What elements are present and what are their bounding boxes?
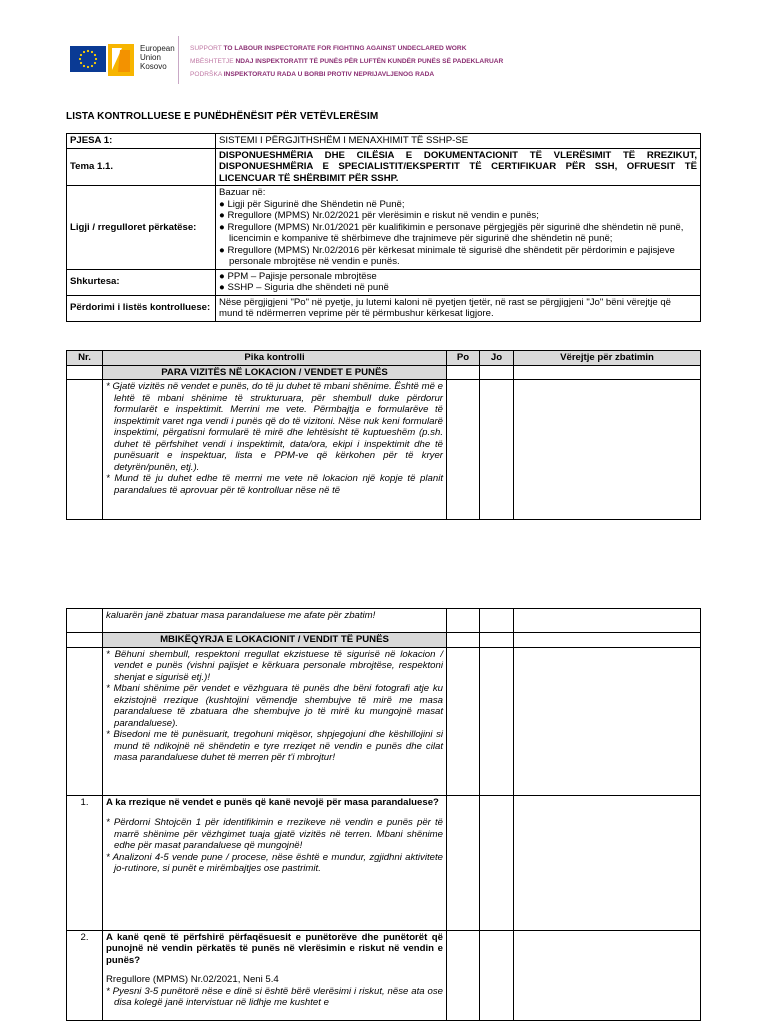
po-cell[interactable]	[447, 647, 480, 795]
col-po-header: Po	[447, 351, 480, 366]
laws-item: ● Rregullore (MPMS) Nr.02/2021 për vlerësimin e riskut në vendin e punës;	[219, 210, 539, 221]
abbrev-label: Shkurtesa:	[67, 269, 216, 295]
question-row	[67, 795, 701, 930]
section-row	[67, 633, 701, 648]
question-number: 2.	[67, 930, 103, 1020]
po-cell[interactable]	[447, 795, 480, 930]
jo-cell[interactable]	[480, 930, 514, 1020]
project-header	[68, 36, 508, 84]
notes-cell[interactable]	[514, 380, 701, 520]
laws-item: ● Ligji për Sigurinë dhe Shëndetin në Punë;	[219, 198, 405, 210]
info-row-abbrev	[67, 269, 701, 295]
col-item-header: Pika kontrolli	[103, 351, 447, 366]
topic-label: Tema 1.1.	[67, 148, 216, 186]
kosovo-emblem-icon	[108, 44, 134, 76]
notes-cell[interactable]	[514, 930, 701, 1020]
usage-label: Përdorimi i listës kontrolluese:	[67, 295, 216, 321]
guidance-note: * Gjatë vizitës në vendet e punës, do të ju duhet të mbani shënime. Është më e lehtë të mbani shënime të strukturuara, për shembull duke përdorur formularët e inspektimit. Merrini me vete. Përmbajtja e formularëve të inspektimit varet nga vendi i punës që do të vizitoni. Nëse nuk keni formularë inspektimi, përgatisni formularë të mirë dhe lehtësisht të kuptueshëm (p.sh. duhet të përfshihet vendi i inspektimit, data/ora, ekipi i inspektimit dhe të punësuarit e inspektuar, lista e PPM-ve që kërkohen për të kryer detyrën/punën, etj.).	[106, 381, 443, 473]
header-divider	[178, 36, 179, 84]
topic-value: DISPONUESHMËRIA DHE CILËSIA E DOKUMENTACIONIT TË VLERËSIMIT TË RREZIKUT, DISPONUESHMËRIA E SPECIALISTIT/EKSPERTIT TË CERTIFIKUAR PËR SSH, OFRUESIT TË LICENCUAR TË SHËRBIMIT PËR SSHP.	[216, 148, 701, 186]
col-nr-header: Nr.	[67, 351, 103, 366]
part-label: PJESA 1:	[67, 134, 216, 149]
jo-cell[interactable]	[480, 647, 514, 795]
question-text: A kanë qenë të përfshirë përfaqësuesit e punëtorëve dhe punëtorët që punojnë në vendin përkatës të punës në vlerësimin e riskut në vendin e punës?	[106, 931, 443, 966]
question-cell	[103, 930, 447, 1020]
checklist-row	[67, 609, 701, 633]
checklist-row	[67, 647, 701, 795]
question-row	[67, 930, 701, 1020]
abbrev-value	[216, 269, 701, 295]
checklist-table-continued	[66, 608, 701, 1021]
section-row	[67, 365, 701, 380]
info-row-usage	[67, 295, 701, 321]
laws-intro: Bazuar në:	[219, 187, 266, 198]
laws-value	[216, 186, 701, 270]
jo-cell[interactable]	[480, 795, 514, 930]
guidance-notes	[103, 647, 447, 795]
document-title: LISTA KONTROLLUESE E PUNËDHËNËSIT PËR VETËVLERËSIM	[66, 111, 379, 122]
checklist-table	[66, 350, 701, 520]
eu-flag-icon	[70, 46, 106, 72]
guidance-note: * Mbani shënime për vendet e vëzhguara të punës dhe bëni fotografi atje ku ekzistojnë rrezique (kushtojini vëmendje shembujve të mirë me masa parandaluese të zbatuara dhe shembujve jo të mirë ku mungojnë masat parandaluese).	[106, 683, 443, 729]
section-title: MBIKËQYRJA E LOKACIONIT / VENDIT TË PUNËS	[103, 633, 447, 648]
guidance-note: * Mund të ju duhet edhe të merrni me vete në lokacion një kopje të planit parandalues të aprovuar për të kontrolluar nëse në të	[106, 473, 443, 496]
laws-item: ● Rregullore (MPMS) Nr.01/2021 për kualifikimin e personave përgjegjës për sigurinë dhe shëndetin në punë, licencimin e kompanive të shërbimeve dhe trajnimeve për sigurinë dhe shëndetin në punë;	[219, 221, 684, 244]
section-title: PARA VIZITËS NË LOKACION / VENDET E PUNËS	[103, 365, 447, 380]
notes-cell[interactable]	[514, 795, 701, 930]
part-value: SISTEMI I PËRGJITHSHËM I MENAXHIMIT TË SSHP-SE	[216, 134, 701, 149]
guidance-note: * Analizoni 4-5 vende pune / procese, nëse është e mundur, zgjidhni aktivitete jo-rutinore, si punët e mirëmbajtjes ose pastrimit.	[106, 851, 443, 874]
guidance-note: * Përdorni Shtojcën 1 për identifikimin e rrezikeve në vendin e punës për të marrë shënime për vëzhgimet tuaja gjatë vizitës në terren. Mbani shënime edhe për masat parandaluese që mungojnë!	[106, 817, 443, 851]
checklist-row	[67, 380, 701, 520]
question-cell	[103, 795, 447, 930]
notes-cell[interactable]	[514, 647, 701, 795]
po-cell[interactable]	[447, 930, 480, 1020]
po-cell[interactable]	[447, 380, 480, 520]
guidance-note: * Bisedoni me të punësuarit, tregohuni miqësor, shpjegojuni dhe këshillojini si mund të ndikojnë në shëndetin e tyre rreziqet në vendin e punës dhe cilat masa parandaluese duhet të merren për t'i mbrojtur!	[106, 729, 443, 763]
col-notes-header: Vërejtje për zbatimin	[514, 351, 701, 366]
po-cell[interactable]	[447, 609, 480, 633]
info-table	[66, 133, 701, 322]
question-text: A ka rrezique në vendet e punës që kanë nevojë për masa parandaluese?	[106, 796, 439, 808]
laws-label: Ligji / rregulloret përkatëse:	[67, 186, 216, 270]
col-jo-header: Jo	[480, 351, 514, 366]
jo-cell[interactable]	[480, 609, 514, 633]
guidance-note: kaluarën janë zbatuar masa parandaluese me afate për zbatim!	[106, 610, 376, 621]
question-number: 1.	[67, 795, 103, 930]
info-row-part	[67, 134, 701, 149]
checklist-header-row	[67, 351, 701, 366]
abbrev-item: ● PPM – Pajisje personale mbrojtëse	[219, 270, 377, 282]
laws-item: ● Rregullore (MPMS) Nr.02/2016 për kërkesat minimale të sigurisë dhe shëndetit për përdorimin e pajisjeve personale mbrojtëse në vendin e punës.	[219, 244, 675, 267]
guidance-note: * Pyesni 3-5 punëtorë nëse e dinë si është bërë vlerësimi i riskut, nëse ata ose disa kolegë janë intervistuar në lidhje me kushtet e	[106, 985, 443, 1008]
project-lines: SUPPORT TO LABOUR INSPECTORATE FOR FIGHTING AGAINST UNDECLARED WORK MBËSHTETJE NDAJ INSPEKTORATIT TË PUNËS PËR LUFTËN KUNDËR PUNËS SË PADEKLARUAR PODRŠKA INSPEKTORATU RADA U BORBI PROTIV NEPRIJAVLJENOG RADA	[190, 45, 504, 78]
notes-cell[interactable]	[514, 609, 701, 633]
usage-value: Nëse përgjigjeni "Po" në pyetje, ju lutemi kaloni në pyetjen tjetër, në rast se përgjigjeni "Jo" bëni vërejtje që mund të ndërmerren veprime për të përmbushur kërkesat ligjore.	[216, 295, 701, 321]
eu-kosovo-label: European Union Kosovo	[140, 44, 175, 71]
abbrev-item: ● SSHP – Siguria dhe shëndeti në punë	[219, 282, 389, 293]
guidance-notes	[103, 380, 447, 520]
guidance-note: * Bëhuni shembull, respektoni rregullat ekzistuese të sigurisë në lokacion / vendet e punës (vishni pajisjet e kërkuara personale mbrojtëse, respektoni shenjat e sigurisë etj.)!	[106, 648, 443, 683]
info-row-laws	[67, 186, 701, 270]
regulation-reference: Rregullore (MPMS) Nr.02/2021, Neni 5.4	[106, 974, 279, 985]
jo-cell[interactable]	[480, 380, 514, 520]
guidance-notes	[103, 609, 447, 633]
info-row-topic	[67, 148, 701, 186]
